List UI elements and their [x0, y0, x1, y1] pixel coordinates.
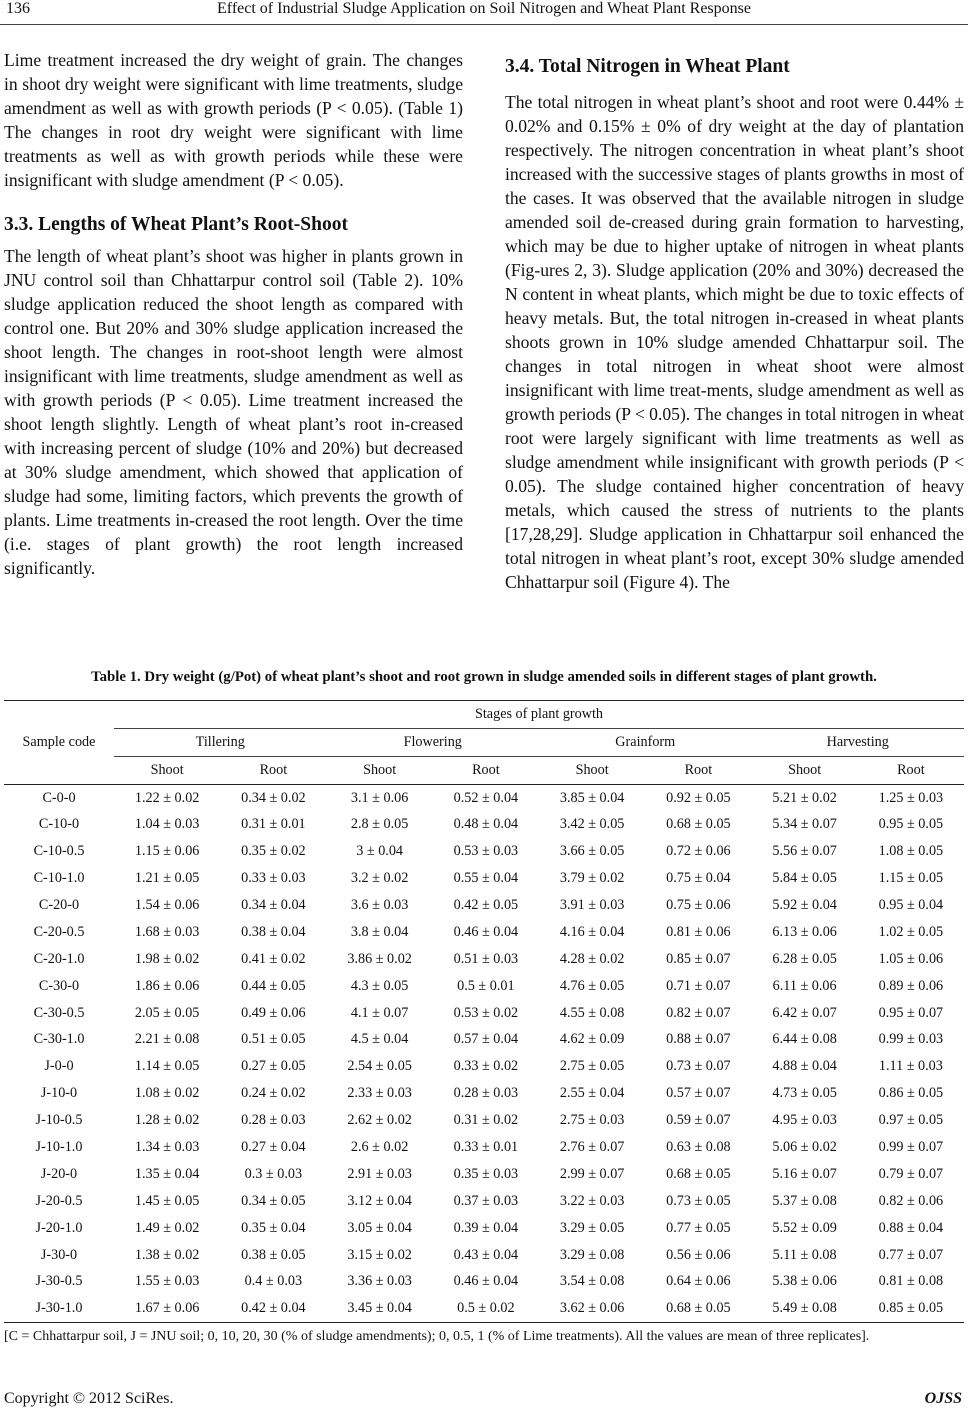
sample-code-cell: J-0-0 [44, 1058, 74, 1075]
value-cell: 1.04 ± 0.03 [134, 816, 200, 833]
value-cell: 0.43 ± 0.04 [453, 1246, 519, 1263]
sample-code-cell: C-10-0.5 [33, 843, 85, 860]
stage-header: Grainform [539, 729, 752, 757]
value-cell: 3.62 ± 0.06 [539, 1295, 645, 1322]
value-cell: 2.33 ± 0.03 [347, 1085, 412, 1102]
header-rule [0, 24, 968, 25]
sample-code-cell: C-20-0 [38, 897, 80, 913]
sample-code-cell: J-30-0 [40, 1246, 78, 1263]
value-cell: 0.97 ± 0.05 [878, 1112, 944, 1129]
group-header: Stages of plant growth [114, 701, 964, 729]
table-row [4, 1188, 964, 1215]
stage-header: Harvesting [752, 729, 965, 757]
value-cell: 3.15 ± 0.02 [347, 1246, 412, 1263]
page-number: 136 [6, 0, 30, 17]
value-cell: 1.45 ± 0.05 [134, 1192, 200, 1209]
value-cell: 0.4 ± 0.03 [244, 1273, 303, 1290]
sub-header: Root [220, 757, 326, 785]
value-cell: 0.34 ± 0.04 [241, 897, 306, 913]
value-cell: 2.75 ± 0.03 [559, 1112, 625, 1129]
value-cell: 0.35 ± 0.04 [241, 1219, 306, 1236]
value-cell: 1.68 ± 0.03 [134, 923, 200, 940]
value-cell: 0.88 ± 0.04 [878, 1219, 944, 1236]
value-cell: 0.57 ± 0.07 [666, 1085, 731, 1102]
value-cell: 5.38 ± 0.06 [772, 1273, 837, 1290]
copyright: Copyright © 2012 SciRes. [4, 1390, 174, 1407]
value-cell: 5.16 ± 0.07 [772, 1165, 837, 1182]
value-cell: 5.06 ± 0.02 [772, 1139, 837, 1156]
value-cell: 0.38 ± 0.04 [241, 923, 306, 940]
value-cell: 1.28 ± 0.02 [134, 1112, 200, 1129]
value-cell: 0.82 ± 0.06 [878, 1192, 944, 1209]
sample-code-cell: J-20-0.5 [35, 1192, 83, 1209]
value-cell: 0.55 ± 0.04 [453, 870, 519, 887]
right-column [505, 48, 964, 594]
data-table [4, 700, 964, 1323]
value-cell: 1.22 ± 0.02 [134, 789, 200, 806]
table-row [4, 865, 964, 892]
value-cell: 0.34 ± 0.05 [241, 1192, 306, 1209]
value-cell: 3.2 ± 0.02 [350, 870, 409, 887]
value-cell: 1.15 ± 0.05 [878, 870, 944, 887]
value-cell: 0.31 ± 0.01 [241, 816, 306, 833]
sample-code-cell: C-0-0 [42, 789, 76, 806]
value-cell: 3.8 ± 0.04 [350, 923, 409, 940]
value-cell: 3.86 ± 0.02 [347, 950, 412, 967]
sample-code-cell: C-20-0.5 [33, 923, 85, 940]
left-column [4, 48, 463, 580]
sample-code-cell: J-20-0 [40, 1165, 78, 1182]
value-cell: 2.6 ± 0.02 [350, 1139, 409, 1156]
value-cell: 0.5 ± 0.02 [433, 1295, 539, 1322]
value-cell: 0.81 ± 0.08 [878, 1273, 944, 1290]
value-cell: 1.14 ± 0.05 [134, 1058, 200, 1075]
sample-code-cell: C-30-0 [38, 977, 80, 994]
value-cell: 0.71 ± 0.07 [666, 977, 731, 994]
value-cell: 0.48 ± 0.04 [453, 816, 519, 833]
sub-header: Root [433, 757, 539, 785]
value-cell: 3.54 ± 0.08 [559, 1273, 625, 1290]
value-cell: 2.76 ± 0.07 [559, 1139, 625, 1156]
sub-header: Root [858, 757, 964, 785]
value-cell: 0.35 ± 0.03 [453, 1165, 519, 1182]
table-row [4, 1242, 964, 1269]
table-row [4, 892, 964, 919]
value-cell: 0.33 ± 0.03 [241, 870, 306, 887]
sample-code-cell: C-10-0 [38, 816, 80, 833]
value-cell: 1.15 ± 0.06 [134, 843, 200, 860]
value-cell: 0.95 ± 0.05 [878, 816, 944, 833]
value-cell: 1.55 ± 0.03 [134, 1273, 200, 1290]
value-cell: 0.37 ± 0.03 [453, 1192, 519, 1209]
value-cell: 1.54 ± 0.06 [134, 897, 200, 913]
value-cell: 5.56 ± 0.07 [772, 843, 837, 860]
table-row [4, 1027, 964, 1054]
table-row [4, 1080, 964, 1107]
value-cell: 0.95 ± 0.07 [878, 1004, 944, 1021]
table-row [4, 973, 964, 1000]
sample-code-cell: J-10-1.0 [35, 1139, 83, 1156]
sample-code-cell: J-10-0 [40, 1085, 78, 1102]
value-cell: 0.34 ± 0.02 [241, 789, 306, 806]
value-cell: 5.92 ± 0.04 [772, 897, 837, 913]
table-row [4, 785, 964, 812]
value-cell: 3.42 ± 0.05 [559, 816, 625, 833]
sample-code-cell: J-10-0.5 [35, 1112, 83, 1129]
value-cell: 0.35 ± 0.02 [241, 843, 306, 860]
value-cell: 0.49 ± 0.06 [241, 1004, 306, 1021]
table-row [4, 1295, 964, 1322]
sub-header: Shoot [752, 757, 858, 785]
value-cell: 4.55 ± 0.08 [559, 1004, 625, 1021]
sub-header: Shoot [539, 757, 645, 785]
value-cell: 3.66 ± 0.05 [559, 843, 625, 860]
value-cell: 0.46 ± 0.04 [453, 1273, 519, 1290]
value-cell: 0.44 ± 0.05 [241, 977, 306, 994]
value-cell: 0.79 ± 0.07 [878, 1165, 944, 1182]
value-cell: 0.92 ± 0.05 [666, 789, 731, 806]
value-cell: 0.64 ± 0.06 [666, 1273, 731, 1290]
value-cell: 0.81 ± 0.06 [666, 923, 731, 940]
value-cell: 3.45 ± 0.04 [327, 1295, 433, 1322]
value-cell: 3.85 ± 0.04 [559, 789, 625, 806]
table-row [4, 1161, 964, 1188]
value-cell: 5.37 ± 0.08 [772, 1192, 837, 1209]
value-cell: 6.42 ± 0.07 [772, 1004, 837, 1021]
value-cell: 6.13 ± 0.06 [772, 923, 837, 940]
value-cell: 1.25 ± 0.03 [878, 789, 944, 806]
value-cell: 4.28 ± 0.02 [559, 950, 625, 967]
value-cell: 0.24 ± 0.02 [241, 1085, 306, 1102]
section-heading: 3.3. Lengths of Wheat Plant’s Root-Shoot [4, 214, 348, 235]
table-row [4, 1107, 964, 1134]
table-row [4, 838, 964, 865]
value-cell: 0.89 ± 0.06 [878, 977, 944, 994]
value-cell: 3.36 ± 0.03 [347, 1273, 412, 1290]
value-cell: 3.1 ± 0.06 [350, 789, 409, 806]
value-cell: 0.73 ± 0.07 [666, 1058, 731, 1075]
value-cell: 0.53 ± 0.02 [453, 1004, 519, 1021]
value-cell: 0.28 ± 0.03 [453, 1085, 519, 1102]
stage-header: Flowering [327, 729, 540, 757]
value-cell: 1.98 ± 0.02 [134, 950, 200, 967]
value-cell: 1.05 ± 0.06 [878, 950, 944, 967]
paragraph: The total nitrogen in wheat plant’s shoot and root were 0.44% ± 0.02% and 0.15% ± 0% of dry weight at the day of plantation respectively. The nitrogen concentration in wheat plant’s shoot increased with the successive stages of plants growths in most of the cases. It was observed that the available nitrogen in sludge amended soil de-creased during grain formation to harvesting, which may be due to higher uptake of nitrogen in wheat plants (Fig-ures 2, 3). Sludge application (20% and 30%) decreased the N content in wheat plants, which might be due to toxic effects of heavy metals. But, the total nitrogen in-creased in wheat plants shoots grown in 10% sludge amended Chhattarpur soil. The changes in total nitrogen in wheat shoot were almost insignificant with lime treat-ments, sludge amendment as well as growth periods (P < 0.05). The changes in total nitrogen in wheat root were largely significant with lime treatments as well as sludge amendment while insignificant with growth periods (P < 0.05). The sludge contained higher concentration of heavy metals, which caused the stress of nutrients to the plants [17,28,29]. Sludge application in Chhattarpur soil enhanced the total nitrogen in wheat plant’s root, except 30% sludge amended Chhattarpur soil (Figure 4). The [505, 92, 964, 592]
running-title: Effect of Industrial Sludge Application on Soil Nitrogen and Wheat Plant Response [217, 0, 751, 17]
value-cell: 0.42 ± 0.04 [220, 1295, 326, 1322]
value-cell: 0.77 ± 0.07 [878, 1246, 944, 1263]
value-cell: 0.99 ± 0.07 [878, 1139, 944, 1156]
value-cell: 4.95 ± 0.03 [772, 1112, 837, 1129]
value-cell: 2.21 ± 0.08 [134, 1031, 200, 1048]
table-row [4, 811, 964, 838]
value-cell: 3.22 ± 0.03 [559, 1192, 625, 1209]
value-cell: 4.1 ± 0.07 [350, 1004, 409, 1021]
paragraph: The length of wheat plant’s shoot was higher in plants grown in JNU control soil than Chhattarpur control soil (Table 2). 10% sludge application reduced the shoot length as compared with control one. But 20% and 30% sludge application increased the shoot length. The changes in root-shoot length were almost insignificant with lime treatments, sludge amendment as well as with growth periods (P < 0.05). Lime treatment increased the shoot length slightly. Length of wheat plant’s root in-creased with increasing percent of sludge (10% and 20%) but decreased at 30% sludge amendment, which showed that application of sludge had some, limiting factors, which prevents the growth of plants. Lime treatments in-creased the root length. Over the time (i.e. stages of plant growth) the root length increased significantly. [4, 246, 463, 578]
journal-abbrev: OJSS [924, 1390, 962, 1407]
sub-header: Shoot [327, 757, 433, 785]
value-cell: 1.08 ± 0.02 [134, 1085, 200, 1102]
value-cell: 4.3 ± 0.05 [350, 977, 409, 994]
value-cell: 1.38 ± 0.02 [134, 1246, 200, 1263]
value-cell: 0.75 ± 0.04 [666, 870, 731, 887]
value-cell: 4.88 ± 0.04 [772, 1058, 837, 1075]
table-footnote: [C = Chhattarpur soil, J = JNU soil; 0, 10, 20, 30 (% of sludge amendments); 0, 0.5, 1 (% of Lime treatments). All the values are mean of three replicates]. [4, 1329, 870, 1344]
value-cell: 0.68 ± 0.05 [645, 1295, 751, 1322]
value-cell: 6.28 ± 0.05 [772, 950, 837, 967]
value-cell: 4.5 ± 0.04 [350, 1031, 409, 1048]
value-cell: 0.75 ± 0.06 [666, 897, 731, 913]
page-header [0, 0, 968, 26]
table-row [4, 919, 964, 946]
value-cell: 1.86 ± 0.06 [134, 977, 200, 994]
value-cell: 2.91 ± 0.03 [347, 1165, 412, 1182]
sample-code-cell: J-30-0.5 [35, 1273, 83, 1290]
value-cell: 5.49 ± 0.08 [752, 1295, 858, 1322]
table-row [4, 1215, 964, 1242]
value-cell: 1.35 ± 0.04 [134, 1165, 200, 1182]
value-cell: 0.28 ± 0.03 [241, 1112, 306, 1129]
sample-code-cell: C-20-1.0 [33, 950, 85, 967]
value-cell: 6.44 ± 0.08 [772, 1031, 837, 1048]
value-cell: 4.16 ± 0.04 [559, 923, 625, 940]
value-cell: 0.53 ± 0.03 [453, 843, 519, 860]
value-cell: 0.99 ± 0.03 [878, 1031, 944, 1048]
value-cell: 0.77 ± 0.05 [666, 1219, 731, 1236]
value-cell: 0.82 ± 0.07 [666, 1004, 731, 1021]
value-cell: 0.68 ± 0.05 [666, 1165, 731, 1182]
value-cell: 0.68 ± 0.05 [666, 816, 731, 833]
value-cell: 0.42 ± 0.05 [453, 897, 519, 913]
section-heading: 3.4. Total Nitrogen in Wheat Plant [505, 56, 790, 77]
table-body [4, 785, 964, 1323]
value-cell: 3 ± 0.04 [356, 843, 404, 860]
value-cell: 0.57 ± 0.04 [453, 1031, 519, 1048]
value-cell: 4.62 ± 0.09 [559, 1031, 625, 1048]
value-cell: 2.99 ± 0.07 [559, 1165, 625, 1182]
value-cell: 0.85 ± 0.07 [666, 950, 731, 967]
value-cell: 3.79 ± 0.02 [559, 870, 625, 887]
value-cell: 0.33 ± 0.01 [453, 1139, 519, 1156]
value-cell: 5.52 ± 0.09 [772, 1219, 837, 1236]
value-cell: 0.41 ± 0.02 [241, 950, 306, 967]
table-row [4, 1269, 964, 1296]
value-cell: 3.6 ± 0.03 [350, 897, 409, 913]
value-cell: 0.72 ± 0.06 [666, 843, 731, 860]
value-cell: 2.54 ± 0.05 [347, 1058, 412, 1075]
value-cell: 3.12 ± 0.04 [347, 1192, 412, 1209]
value-cell: 2.8 ± 0.05 [350, 816, 409, 833]
value-cell: 5.34 ± 0.07 [772, 816, 837, 833]
sub-header: Shoot [114, 757, 220, 785]
value-cell: 0.33 ± 0.02 [453, 1058, 519, 1075]
value-cell: 3.29 ± 0.05 [559, 1219, 625, 1236]
value-cell: 0.27 ± 0.05 [241, 1058, 306, 1075]
value-cell: 0.86 ± 0.05 [878, 1085, 944, 1102]
value-cell: 3.91 ± 0.03 [559, 897, 625, 913]
value-cell: 0.95 ± 0.04 [878, 897, 944, 913]
value-cell: 1.34 ± 0.03 [134, 1139, 200, 1156]
sample-code-cell: C-30-0.5 [33, 1004, 85, 1021]
value-cell: 5.21 ± 0.02 [772, 789, 837, 806]
sample-code-cell: C-30-1.0 [33, 1031, 85, 1048]
value-cell: 0.63 ± 0.08 [666, 1139, 731, 1156]
value-cell: 2.55 ± 0.04 [559, 1085, 625, 1102]
value-cell: 1.49 ± 0.02 [134, 1219, 200, 1236]
sample-code-cell: C-10-1.0 [33, 870, 85, 887]
value-cell: 1.08 ± 0.05 [878, 843, 944, 860]
value-cell: 0.3 ± 0.03 [244, 1165, 303, 1182]
value-cell: 0.73 ± 0.05 [666, 1192, 731, 1209]
value-cell: 1.11 ± 0.03 [878, 1058, 943, 1075]
value-cell: 1.67 ± 0.06 [114, 1295, 220, 1322]
value-cell: 1.02 ± 0.05 [878, 923, 944, 940]
value-cell: 0.27 ± 0.04 [241, 1139, 306, 1156]
value-cell: 0.46 ± 0.04 [453, 923, 519, 940]
table-caption: Table 1. Dry weight (g/Pot) of wheat plant’s shoot and root grown in sludge amended soils in different stages of plant growth. [91, 669, 877, 685]
sub-header: Root [645, 757, 751, 785]
sample-code-header: Sample code [4, 701, 114, 785]
value-cell: 5.84 ± 0.05 [772, 870, 837, 887]
table-row [4, 946, 964, 973]
value-cell: 2.62 ± 0.02 [347, 1112, 412, 1129]
value-cell: 0.56 ± 0.06 [666, 1246, 731, 1263]
value-cell: 6.11 ± 0.06 [772, 977, 837, 994]
value-cell: 4.73 ± 0.05 [772, 1085, 837, 1102]
value-cell: 5.11 ± 0.08 [772, 1246, 837, 1263]
paragraph: Lime treatment increased the dry weight of grain. The changes in shoot dry weight were significant with lime treatments, sludge amendment as well as with growth periods (P < 0.05). (Table 1) The changes in root dry weight were significant with lime treatments as well as with growth periods while these were insignificant with sludge amendment (P < 0.05). [4, 50, 463, 190]
value-cell: 0.5 ± 0.01 [457, 977, 515, 994]
value-cell: 2.75 ± 0.05 [559, 1058, 625, 1075]
value-cell: 0.52 ± 0.04 [453, 789, 519, 806]
value-cell: 0.51 ± 0.05 [241, 1031, 306, 1048]
sample-code-cell: J-30-1.0 [4, 1295, 114, 1322]
value-cell: 0.39 ± 0.04 [453, 1219, 519, 1236]
table-row [4, 1134, 964, 1161]
value-cell: 0.51 ± 0.03 [453, 950, 519, 967]
table-row [4, 1053, 964, 1080]
sample-code-cell: J-20-1.0 [35, 1219, 83, 1236]
value-cell: 0.31 ± 0.02 [453, 1112, 519, 1129]
value-cell: 0.85 ± 0.05 [858, 1295, 964, 1322]
table-row [4, 1000, 964, 1027]
value-cell: 0.88 ± 0.07 [666, 1031, 731, 1048]
value-cell: 0.38 ± 0.05 [241, 1246, 306, 1263]
stage-header: Tillering [114, 729, 327, 757]
value-cell: 1.21 ± 0.05 [134, 870, 200, 887]
value-cell: 3.05 ± 0.04 [347, 1219, 412, 1236]
value-cell: 4.76 ± 0.05 [559, 977, 625, 994]
value-cell: 0.59 ± 0.07 [666, 1112, 731, 1129]
value-cell: 2.05 ± 0.05 [134, 1004, 200, 1021]
value-cell: 3.29 ± 0.08 [559, 1246, 625, 1263]
